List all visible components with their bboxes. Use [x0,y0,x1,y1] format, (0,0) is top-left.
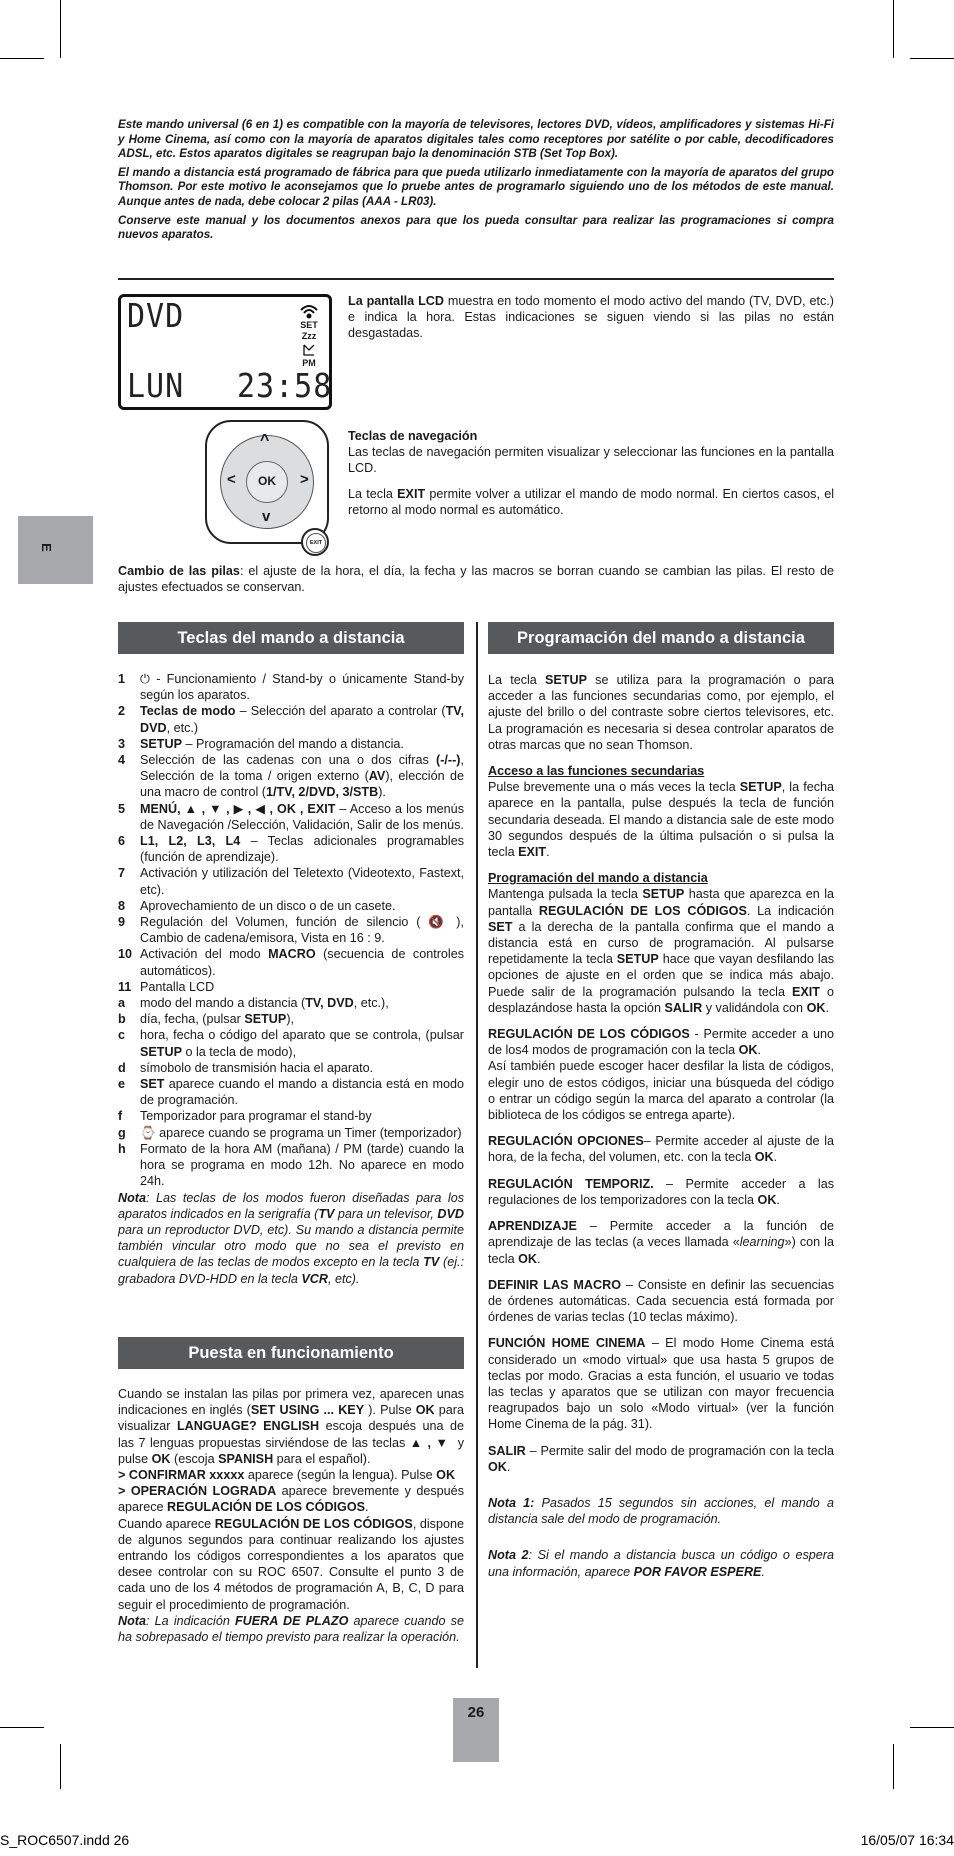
list-item-number: h [118,1141,126,1156]
remote-keys-note: Nota: Las teclas de los modos fueron diseñadas para los aparatos indicados en la serigrafía (TV para un televisor, DVD para un reproductor DVD, etc). Su mando a distancia permite también vincular otro modo que no sea el previsto en cualquiera de las teclas de modos excepto en la tecla TV (ej.: grabadora DVD-HDD en la tecla VCR, etc). [118,1190,464,1286]
list-item-number: c [118,1028,126,1043]
language-side-tab [18,516,93,584]
list-item-text: Activación y utilización del Teletexto (Videotexto, Fastext, etc). [140,866,464,897]
list-item-number: 9 [118,915,126,930]
remote-keys-list [118,671,464,1287]
list-item-number: 3 [118,736,126,751]
intro-text [118,118,834,247]
column-divider [476,622,478,1668]
setup-text [118,1386,464,1645]
list-item-number: 1 [118,672,126,686]
spacer [488,1537,834,1547]
lcd-pm-indicator: PM [302,358,316,368]
crop-mark [0,58,44,59]
list-item-number: 10 [118,947,133,962]
transmit-icon [299,303,319,319]
list-item [118,1060,464,1076]
navigation-text: Las teclas de navegación permiten visualizar y seleccionar las funciones en la pantalla LCD. [348,445,834,475]
crop-mark [910,1727,954,1728]
programming-paragraph: SALIR – Permite salir del modo de programación con la tecla OK. [488,1443,834,1474]
list-item-text: MENÚ, ▲ , ▼ , ▶ , ◀ , OK , EXIT – Acceso a los menús de Navegación /Selección, Validación, Salir de los menús. [140,801,464,832]
exit-button-icon [301,528,329,556]
battery-note-text: : el ajuste de la hora, el día, la fecha y las macros se borran cuando se cambian las pilas. El resto de ajustes efectuados se conservan. [118,564,834,594]
programming-paragraph: REGULACIÓN TEMPORIZ. – Permite acceder a las regulaciones de los temporizadores con la tecla OK. [488,1176,834,1207]
list-item-number: 4 [118,753,126,768]
setup-header: Puesta en funcionamiento [118,1337,464,1369]
ok-button-icon: OK [246,461,288,503]
list-item [118,995,464,1011]
list-item [118,703,464,735]
arrow-down-icon: v [262,508,271,525]
arrow-up-icon: ^ [260,432,270,449]
list-item [118,736,464,752]
programming-paragraph: REGULACIÓN DE LOS CÓDIGOS - Permite acceder a uno de los4 modos de programación con la tecla OK. Así también puede escoger hacer desfilar la lista de códigos, elegir uno de estos códigos, iniciar una búsqueda del código o entrar un código según la marca del aparato a controlar (la biblioteca de los códigos se entrega aparte). [488,1027,834,1123]
navigation-title: Teclas de navegación [348,429,478,443]
list-item-number: f [118,1109,123,1124]
subsection-title: Programación del mando a distancia [488,871,708,886]
exit-text-a: La tecla [348,487,398,501]
programming-paragraph: REGULACIÓN OPCIONES– Permite acceder al ajuste de la hora, de la fecha, del volumen, etc. con la tecla OK. [488,1134,834,1165]
spacer [488,1475,834,1485]
intro-paragraph: Este mando universal (6 en 1) es compatible con la mayoría de televisores, lectores DVD, vídeos, amplificadores y sistemas Hi-Fi y Home Cinema, así como con la mayoría de aparatos digitales tales como receptores por satélite o por cable, decodificadores ADSL, etc. Estos aparatos digitales se reagrupan bajo la denominación STB (Set Top Box). [118,118,834,161]
lcd-zzz-indicator: Zzz [301,331,317,341]
list-item-text: Teclas de modo – Selección del aparato a controlar (TV, DVD, etc.) [140,704,464,735]
list-item [118,898,464,914]
list-item-text: modo del mando a distancia (TV, DVD, etc.), [140,996,389,1011]
list-item [118,865,464,897]
programming-paragraph: DEFINIR LAS MACRO – Consiste en definir las secuencias de órdenes automáticas. Cada secuencia está formada por órdenes de varias teclas (10 teclas máximo). [488,1277,834,1325]
list-item [118,1011,464,1027]
intro-paragraph: Conserve este manual y los documentos anexos para que los pueda consultar para realizar las programaciones si compra nuevos aparatos. [118,213,834,242]
spacer [488,1485,834,1495]
list-item [118,1125,464,1141]
list-item-text: SETUP – Programación del mando a distancia. [140,736,404,751]
crop-mark [910,58,954,59]
programming-text [488,672,834,1580]
navigation-description [348,428,834,518]
list-item-text: Activación del modo MACRO (secuencia de controles automáticos). [140,947,464,978]
setup-paragraph: Cuando se instalan las pilas por primera vez, aparecen unas indicaciones en inglés (SET USING ... KEY ). Pulse OK para visualizar LANGUAGE? ENGLISH escoja después una de las 7 lenguas propuestas sirviéndose de las teclas ▲ , ▼ y pulse OK (escoja SPANISH para el español). > CONFIRMAR xxxxx aparece (según la lengua). Pulse OK > OPERACIÓN LOGRADA aparece brevemente y después aparece REGULACIÓN DE LOS CÓDIGOS. Cuando aparece REGULACIÓN DE LOS CÓDIGOS, dispone de algunos segundos para continuar realizando los ajustes entrando los códigos correspondientes a los aparatos que desee controlar con su ROC 6507. Consulte el punto 3 de cada uno de los 4 métodos de programación A, B, C, D para seguir el procedimiento de programación. [118,1387,465,1612]
spacer [488,753,834,763]
list-item [118,801,464,833]
remote-keys-header: Teclas del mando a distancia [118,622,464,654]
exit-button-inner: EXIT [306,533,326,553]
list-item-text: SET aparece cuando el mando a distancia está en modo de programación. [140,1077,464,1108]
list-item-text: símobolo de transmisión hacia el aparato. [140,1060,374,1075]
navigation-pad [205,420,331,558]
list-item-number: 6 [118,834,126,849]
arrow-left-icon: < [227,471,236,488]
programming-paragraph: FUNCIÓN HOME CINEMA – El modo Home Cinema está considerado un «modo virtual» que usa hasta 5 grupos de teclas por modo. Gracias a esta función, el usuario ve todas las teclas y aparatos que se utilizan con mayor frecuencia reagrupados bajo un solo «Modo virtual» (ver la función Home Cinema de la pág. 31). [488,1336,834,1432]
programming-paragraph: Mantenga pulsada la tecla SETUP hasta que aparezca en la pantalla REGULACIÓN DE LOS CÓDIGOS. La indicación SET a la derecha de la pantalla confirma que el mando a distancia está en curso de programación. Al pulsarse repetidamente la tecla SETUP hace que vayan desfilando las opciones de ajuste en el orden que se indica más abajo. Puede salir de la programación pulsando la tecla EXIT o desplazándose hasta la opción SALIR y validándola con OK. [488,887,835,1015]
lcd-screen [118,294,332,410]
programming-paragraph: Pulse brevemente una o más veces la tecla SETUP, la fecha aparece en la pantalla, pulse después la tecla de función secundaria deseada. El mando a distancia sale de este modo 30 segundos después de la última pulsación o si pulsa la tecla EXIT. [488,780,834,860]
list-item [118,1027,464,1059]
lcd-day: LUN [127,367,185,406]
list-item [118,914,464,946]
programming-header: Programación del mando a distancia [488,622,834,654]
battery-note-title: Cambio de las pilas [118,564,240,578]
battery-note [118,563,834,595]
timer-icon [301,343,317,357]
lcd-time: 23:58 [237,367,333,406]
arrow-right-icon: > [300,471,309,488]
crop-mark [60,0,61,58]
lcd-mode: DVD [127,297,185,336]
list-item-text: hora, fecha o código del aparato que se controla, (pulsar SETUP o la tecla de modo), [140,1028,464,1059]
section-rule [118,278,834,280]
list-item-text: Pantalla LCD [140,979,215,994]
programming-note: Nota 1: Pasados 15 segundos sin acciones, el mando a distancia sale del modo de programación. [488,1495,834,1527]
spacer [488,1016,834,1026]
lcd-description [348,293,834,341]
spacer [488,1166,834,1176]
programming-paragraph: APRENDIZAJE – Permite acceder a la función de aprendizaje de las teclas (a veces llamada «learning») con la tecla OK. [488,1219,834,1266]
list-item-number: b [118,1012,126,1027]
list-item-number: a [118,996,126,1011]
page-number: 26 [453,1698,499,1762]
exit-text [348,486,834,518]
footer-file: S_ROC6507.indd 26 [0,1832,130,1848]
exit-text-b: EXIT [397,487,426,501]
list-item-number: 8 [118,898,126,913]
list-item [118,752,464,801]
intro-paragraph: El mando a distancia está programado de fábrica para que pueda utilizarlo inmediatamente con la mayoría de aparatos del grupo Thomson. Por este motivo le aconsejamos que lo pruebe antes de programarlo siguiendo uno de los métodos de este manual. Aunque antes de nada, debe colocar 2 pilas (AAA - LR03). [118,165,834,208]
list-item [118,671,464,703]
crop-mark [60,1744,61,1789]
list-item [118,1141,464,1190]
list-item-number: 11 [118,979,132,994]
list-item-text: Regulación del Volumen, función de silencio ( 🔇 ), Cambio de cadena/emisora, Vista en 16 : 9. [140,915,464,946]
lcd-description-text: muestra en todo momento el modo activo del mando (TV, DVD, etc.) e indica la hora. Estas indicaciones se siguen viendo si las pilas no están desgastadas. [348,294,834,340]
programming-note: Nota 2: Si el mando a distancia busca un código o espera una información, aparece POR FAVOR ESPERE. [488,1548,834,1579]
list-item-text: ⌚ aparece cuando se programa un Timer (temporizador) [140,1125,462,1140]
list-item-number: 2 [118,704,126,719]
spacer [488,860,834,870]
list-item-text: Temporizador para programar el stand-by [140,1109,372,1124]
lcd-set-indicator: SET [300,320,318,330]
spacer [488,1208,834,1218]
spacer [488,1527,834,1537]
list-item-text: Selección de las cadenas con una o dos cifras (-/--), Selección de la toma / origen externo (AV), elección de una macro de control (1/TV, 2/DVD, 3/STB). [140,753,464,800]
programming-paragraph: La tecla SETUP se utiliza para la programación o para acceder a las funciones secundarias como, por ejemplo, el ajuste del brillo o del contraste sobre ciertos televisores, etc. La programación es necesaria si desea controlar aparatos de otras marcas que no sean Thomson. [488,673,834,752]
crop-mark [893,1744,894,1789]
list-item-number: g [118,1125,126,1140]
list-item-number: 5 [118,801,126,816]
list-item-text: L1, L2, L3, L4 – Teclas adicionales programables (función de aprendizaje). [140,834,465,865]
lcd-description-title: La pantalla LCD [348,294,444,308]
list-item-number: d [118,1060,126,1075]
list-item [118,979,464,995]
footer-date: 16/05/07 16:34 [860,1832,954,1848]
list-item-text: Formato de la hora AM (mañana) / PM (tarde) cuando la hora se programa en modo 12h. No aparece en modo 24h. [140,1141,464,1189]
subsection-title: Acceso a las funciones secundarias [488,764,705,779]
spacer [488,1267,834,1277]
setup-note: Nota: La indicación FUERA DE PLAZO aparece cuando se ha sobrepasado el tiempo previsto para realizar la operación. [118,1613,464,1645]
list-item-number: 7 [118,866,126,881]
list-item-text: día, fecha, (pulsar SETUP), [140,1012,295,1027]
list-item [118,833,464,865]
list-item-text: ⏻ - Funcionamiento / Stand-by o únicamente Stand-by según los aparatos. [140,672,464,703]
language-side-tab-label: E [38,543,54,552]
crop-mark [0,1727,44,1728]
list-item-text: Aprovechamiento de un disco o de un casete. [140,898,396,913]
spacer [488,1123,834,1133]
list-item [118,946,464,978]
list-item [118,1108,464,1124]
list-item [118,1076,464,1108]
list-item-number: e [118,1077,126,1092]
crop-mark [893,0,894,58]
spacer [488,1325,834,1335]
exit-text-c: permite volver a utilizar el mando de modo normal. En ciertos casos, el retorno al modo normal es automático. [348,487,835,517]
spacer [488,1433,834,1443]
